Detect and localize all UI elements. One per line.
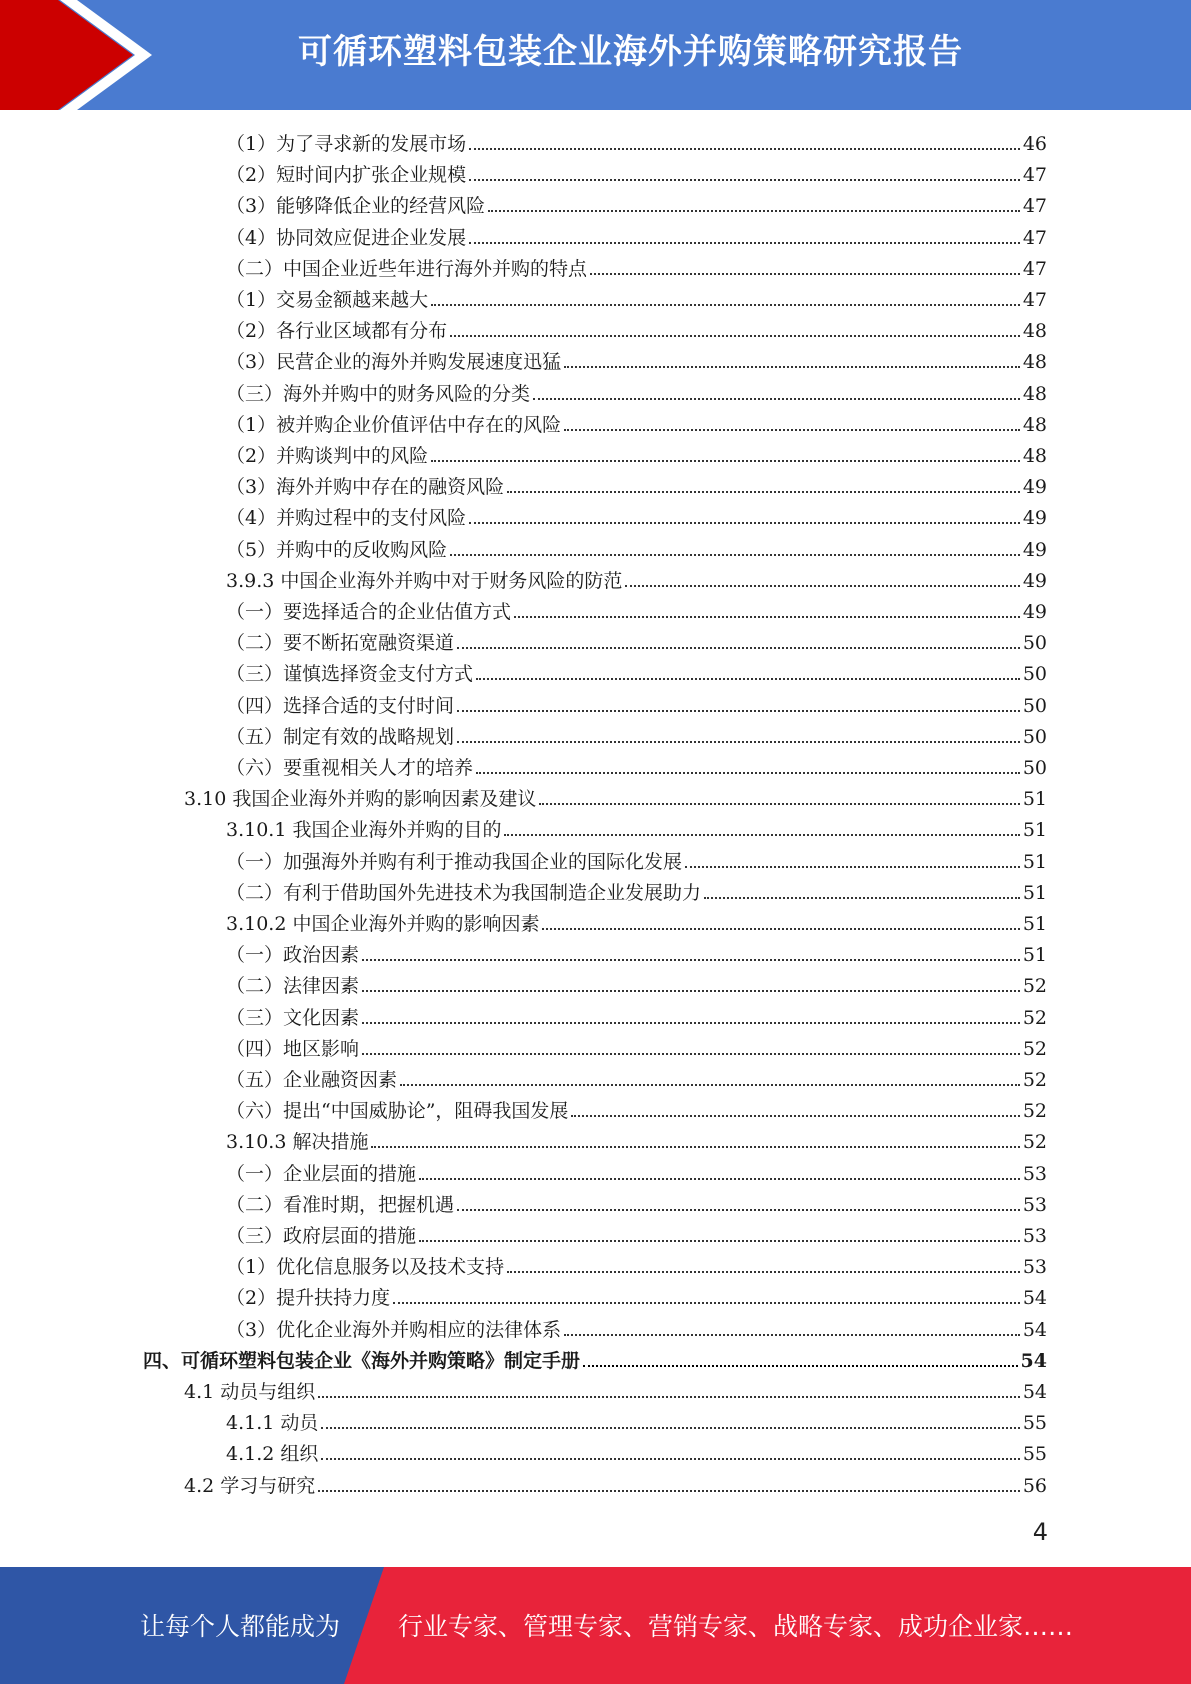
toc-dot-leader: [476, 657, 1020, 680]
toc-entry[interactable]: [226, 377, 1047, 408]
toc-dot-leader: [469, 158, 1020, 181]
toc-entry-page: 51: [1022, 913, 1047, 935]
toc-entry-page: 51: [1022, 819, 1047, 842]
footer-banner: [0, 1567, 1191, 1684]
toc-dot-leader: [488, 189, 1020, 212]
header-banner: [0, 0, 1191, 110]
toc-dot-leader: [362, 938, 1020, 961]
toc-entry-title: （3）民营企业的海外并购发展速度迅猛: [226, 351, 562, 374]
toc-entry-title: （一）企业层面的措施: [226, 1162, 417, 1185]
toc-entry-title: （四）选择合适的支付时间: [226, 694, 455, 717]
toc-entry[interactable]: [226, 1157, 1047, 1188]
toc-entry-title: （3）优化企业海外并购相应的法律体系: [226, 1318, 562, 1341]
toc-dot-leader: [564, 345, 1020, 368]
toc-entry-title: （4）并购过程中的支付风险: [226, 507, 467, 530]
toc-entry[interactable]: [226, 813, 1047, 844]
toc-entry-page: 53: [1022, 1225, 1047, 1247]
toc-entry-title: （一）加强海外并购有利于推动我国企业的国际化发展: [226, 850, 683, 873]
toc-entry[interactable]: [226, 127, 1047, 158]
toc-entry-page: 49: [1022, 569, 1047, 592]
toc-dot-leader: [450, 314, 1020, 337]
footer-slogan-right: 行业专家、管理专家、营销专家、战略专家、成功企业家……: [398, 1612, 1074, 1641]
toc-entry-page: 56: [1022, 1474, 1047, 1497]
toc-entry-title: （二）中国企业近些年进行海外并购的特点: [226, 257, 588, 280]
toc-entry[interactable]: [226, 345, 1047, 376]
toc-entry-title: 4.1.1 动员: [226, 1412, 319, 1435]
toc-dot-leader: [419, 1157, 1020, 1180]
toc-entry-title: 3.10.3 解决措施: [226, 1131, 369, 1154]
toc-entry-title: 4.2 学习与研究: [184, 1474, 316, 1497]
toc-entry-title: （三）文化因素: [226, 1006, 360, 1029]
toc-entry-title: （1）被并购企业价值评估中存在的风险: [226, 413, 562, 436]
toc-entry-page: 55: [1022, 1443, 1047, 1466]
toc-entry[interactable]: [226, 408, 1047, 439]
toc-entry-title: （5）并购中的反收购风险: [226, 538, 448, 561]
toc-entry-page: 53: [1022, 1193, 1047, 1216]
toc-dot-leader: [457, 626, 1020, 649]
toc-entry[interactable]: [226, 1219, 1047, 1250]
toc-entry-page: 50: [1022, 632, 1047, 655]
toc-entry[interactable]: [226, 439, 1047, 470]
toc-entry-page: 47: [1022, 226, 1047, 249]
toc-entry-title: （3）能够降低企业的经营风险: [226, 195, 486, 218]
toc-entry-page: 47: [1022, 164, 1047, 187]
toc-entry-page: 49: [1022, 507, 1047, 530]
toc-entry[interactable]: [226, 1281, 1047, 1312]
toc-entry-page: 52: [1022, 1069, 1047, 1091]
toc-entry-title: （一）政治因素: [226, 944, 360, 967]
toc-entry-title: （二）看准时期，把握机遇: [226, 1193, 455, 1216]
toc-dot-leader: [362, 1032, 1020, 1055]
header-arrow-decoration: [0, 0, 170, 110]
toc-entry-page: 51: [1022, 850, 1047, 873]
toc-entry[interactable]: [226, 876, 1047, 907]
toc-dot-leader: [533, 377, 1020, 400]
toc-entry[interactable]: [226, 1063, 1047, 1094]
toc-entry[interactable]: [226, 1437, 1047, 1468]
toc-entry[interactable]: [226, 252, 1047, 283]
toc-entry-title: （1）为了寻求新的发展市场: [226, 133, 467, 155]
toc-dot-leader: [469, 221, 1020, 244]
toc-entry-title: （二）要不断拓宽融资渠道: [226, 632, 455, 655]
toc-entry-title: （4）协同效应促进企业发展: [226, 226, 467, 249]
toc-entry-page: 51: [1022, 881, 1047, 904]
toc-dot-leader: [590, 252, 1020, 275]
toc-dot-leader: [476, 751, 1020, 774]
toc-entry[interactable]: [226, 158, 1047, 189]
toc-dot-leader: [539, 782, 1019, 805]
toc-entry-title: （四）地区影响: [226, 1037, 360, 1060]
toc-entry[interactable]: [226, 751, 1047, 782]
toc-dot-leader: [625, 564, 1019, 587]
toc-entry-page: 53: [1022, 1162, 1047, 1185]
toc-dot-leader: [457, 689, 1020, 712]
toc-entry-title: （六）要重视相关人才的培养: [226, 757, 474, 779]
toc-entry[interactable]: [226, 845, 1047, 876]
toc-entry[interactable]: [226, 1406, 1047, 1437]
toc-entry-title: （三）海外并购中的财务风险的分类: [226, 382, 531, 405]
toc-dot-leader: [318, 1469, 1020, 1492]
toc-entry-page: 47: [1022, 195, 1047, 218]
toc-entry-title: 3.10 我国企业海外并购的影响因素及建议: [184, 788, 537, 811]
toc-entry-title: 3.9.3 中国企业海外并购中对于财务风险的防范: [226, 569, 623, 592]
toc-entry[interactable]: [226, 533, 1047, 564]
toc-dot-leader: [321, 1437, 1019, 1460]
toc-entry[interactable]: [226, 595, 1047, 626]
toc-entry[interactable]: [226, 1094, 1047, 1125]
report-title: 可循环塑料包装企业海外并购策略研究报告: [298, 32, 963, 72]
toc-entry-page: 52: [1022, 1037, 1047, 1060]
toc-dot-leader: [704, 876, 1020, 899]
toc-entry-title: 四、可循环塑料包装企业《海外并购策略》制定手册: [143, 1349, 581, 1372]
toc-entry-title: （六）提出“中国威胁论”，阻碍我国发展: [226, 1100, 569, 1123]
toc-dot-leader: [362, 1001, 1020, 1024]
toc-dot-leader: [419, 1219, 1020, 1242]
toc-entry[interactable]: [184, 1375, 1047, 1406]
toc-entry[interactable]: [226, 626, 1047, 657]
toc-entry-page: 47: [1022, 289, 1047, 311]
toc-entry-page: 46: [1022, 133, 1047, 155]
toc-entry[interactable]: [226, 1313, 1047, 1344]
toc-entry-page: 52: [1022, 975, 1047, 998]
toc-dot-leader: [362, 969, 1020, 992]
toc-entry[interactable]: [226, 938, 1047, 969]
toc-entry-page: 49: [1022, 601, 1047, 623]
toc-dot-leader: [564, 408, 1020, 431]
toc-entry[interactable]: [226, 689, 1047, 720]
toc-entry-page: 54: [1020, 1349, 1047, 1372]
toc-entry[interactable]: [226, 1001, 1047, 1032]
toc-entry-title: （3）海外并购中存在的融资风险: [226, 476, 505, 499]
toc-dot-leader: [457, 1188, 1020, 1211]
toc-dot-leader: [450, 533, 1020, 556]
toc-entry[interactable]: [226, 969, 1047, 1000]
toc-entry-page: 49: [1022, 476, 1047, 499]
toc-dot-leader: [371, 1125, 1019, 1148]
toc-entry-page: 54: [1022, 1318, 1047, 1341]
toc-dot-leader: [469, 127, 1020, 150]
toc-entry-page: 54: [1022, 1287, 1047, 1310]
toc-entry-title: （三）谨慎选择资金支付方式: [226, 663, 474, 686]
toc-entry[interactable]: [226, 501, 1047, 532]
toc-entry[interactable]: [226, 657, 1047, 688]
toc-entry-title: （2）并购谈判中的风险: [226, 445, 429, 467]
toc-entry-title: （一）要选择适合的企业估值方式: [226, 601, 512, 623]
toc-dot-leader: [318, 1375, 1020, 1398]
toc-entry-title: （三）政府层面的措施: [226, 1225, 417, 1247]
toc-entry-title: （1）优化信息服务以及技术支持: [226, 1256, 505, 1279]
toc-entry-page: 52: [1022, 1006, 1047, 1029]
toc-entry[interactable]: [226, 1188, 1047, 1219]
toc-entry[interactable]: [226, 221, 1047, 252]
toc-entry-page: 48: [1022, 351, 1047, 374]
toc-entry[interactable]: [226, 189, 1047, 220]
toc-entry-page: 48: [1022, 413, 1047, 436]
toc-dot-leader: [321, 1406, 1019, 1429]
toc-dot-leader: [583, 1344, 1018, 1367]
toc-entry-title: （2）短时间内扩张企业规模: [226, 164, 467, 187]
toc-entry-title: （五）企业融资因素: [226, 1069, 398, 1091]
toc-dot-leader: [504, 813, 1019, 836]
toc-entry[interactable]: [226, 283, 1047, 314]
toc-dot-leader: [571, 1094, 1019, 1117]
toc-entry[interactable]: [226, 1250, 1047, 1281]
toc-dot-leader: [431, 439, 1020, 462]
toc-entry[interactable]: [226, 314, 1047, 345]
toc-entry[interactable]: [226, 720, 1047, 751]
toc-entry-page: 54: [1022, 1381, 1047, 1403]
toc-entry-title: 3.10.1 我国企业海外并购的目的: [226, 819, 502, 842]
toc-entry-page: 50: [1022, 663, 1047, 686]
page-number: 4: [1032, 1518, 1048, 1546]
toc-entry-page: 48: [1022, 445, 1047, 467]
toc-entry[interactable]: [184, 1469, 1047, 1500]
toc-dot-leader: [514, 595, 1020, 618]
toc-entry[interactable]: [226, 470, 1047, 501]
toc-entry-page: 49: [1022, 538, 1047, 561]
toc-dot-leader: [400, 1063, 1020, 1086]
toc-entry-page: 48: [1022, 320, 1047, 343]
toc-entry-title: （二）法律因素: [226, 975, 360, 998]
toc-entry-title: 4.1 动员与组织: [184, 1381, 316, 1403]
toc-entry[interactable]: [226, 1032, 1047, 1063]
toc-entry-page: 55: [1022, 1412, 1047, 1435]
toc-entry-page: 52: [1022, 1100, 1047, 1123]
toc-entry-page: 47: [1022, 257, 1047, 280]
toc-entry-page: 50: [1022, 757, 1047, 779]
toc-dot-leader: [564, 1313, 1020, 1336]
toc-entry-page: 50: [1022, 694, 1047, 717]
toc-dot-leader: [542, 907, 1019, 930]
toc-dot-leader: [685, 845, 1020, 868]
toc-entry[interactable]: [184, 782, 1047, 813]
toc-dot-leader: [469, 501, 1020, 524]
toc-entry-page: 51: [1022, 944, 1047, 967]
toc-entry-title: （二）有利于借助国外先进技术为我国制造企业发展助力: [226, 881, 702, 904]
toc-entry-page: 53: [1022, 1256, 1047, 1279]
toc-entry-page: 51: [1022, 788, 1047, 811]
toc-entry-title: （五）制定有效的战略规划: [226, 725, 455, 748]
toc-entry-title: （1）交易金额越来越大: [226, 289, 429, 311]
toc-entry-page: 52: [1022, 1131, 1047, 1154]
toc-entry-title: （2）提升扶持力度: [226, 1287, 391, 1310]
toc-dot-leader: [507, 1250, 1020, 1273]
toc-entry-title: 4.1.2 组织: [226, 1443, 319, 1466]
toc-entry[interactable]: [226, 907, 1047, 938]
toc-entry[interactable]: [226, 1125, 1047, 1156]
toc-entry-title: 3.10.2 中国企业海外并购的影响因素: [226, 913, 540, 935]
toc-entry[interactable]: [226, 564, 1047, 595]
toc-entry-title: （2）各行业区域都有分布: [226, 320, 448, 343]
toc-dot-leader: [393, 1281, 1020, 1304]
toc-dot-leader: [431, 283, 1020, 306]
toc-entry[interactable]: [143, 1344, 1047, 1375]
toc-entry-page: 48: [1022, 382, 1047, 405]
toc-dot-leader: [507, 470, 1020, 493]
footer-slogan-left: 让每个人都能成为: [140, 1612, 341, 1641]
toc-entry-page: 50: [1022, 725, 1047, 748]
toc-dot-leader: [457, 720, 1020, 743]
